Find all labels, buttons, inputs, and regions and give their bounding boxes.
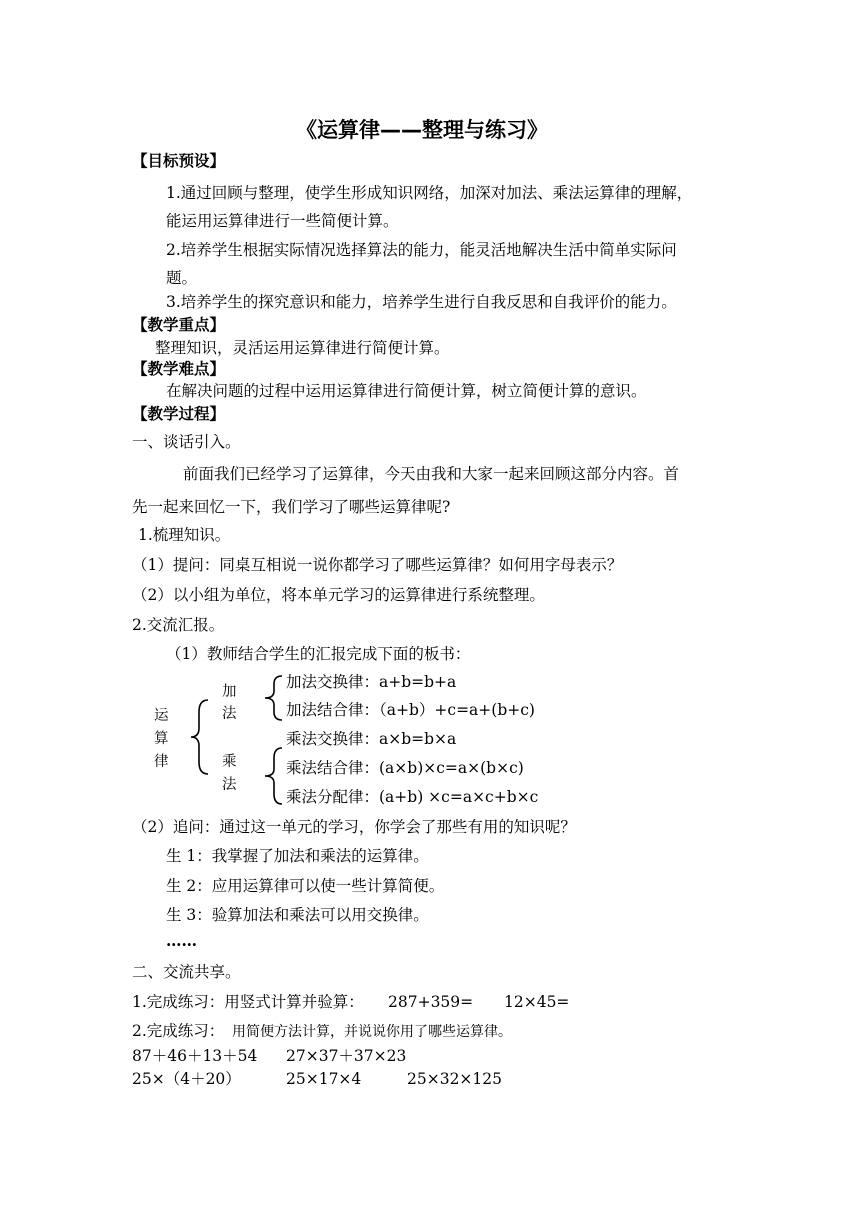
add-law: 加法交换律：a+b=b+a [286, 673, 457, 691]
goal-line-1: 1.通过回顾与整理，使学生形成知识网络，加深对加法、乘法运算律的理解， [166, 184, 693, 202]
mul-brace [262, 746, 284, 806]
exercise-1-label: 1.完成练习：用竖式计算并验算： [132, 993, 364, 1011]
calc-item: 25×（4＋20） [132, 1070, 241, 1088]
calc-item: 25×32×125 [407, 1070, 503, 1088]
goal-line-2: 能运用运算律进行一些简便计算。 [166, 212, 399, 230]
goal-line-3: 2.培养学生根据实际情况选择算法的能力，能灵活地解决生活中简单实际问 [166, 241, 677, 259]
root-char: 运 [154, 708, 169, 724]
student-answer: 生 2：应用运算律可以使一些计算简便。 [166, 877, 445, 895]
intro-line-2: 先一起来回忆一下，我们学习了哪些运算律呢? [132, 498, 451, 516]
question-2: （2）以小组为单位，将本单元学习的运算律进行系统整理。 [132, 586, 545, 604]
add-brace [262, 674, 284, 722]
student-answer: 生 3：验算加法和乘法可以用交换律。 [166, 906, 429, 924]
goal-line-5: 3.培养学生的探究意识和能力，培养学生进行自我反思和自我评价的能力。 [166, 293, 677, 311]
step-1: 1.梳理知识。 [138, 526, 231, 544]
difficulty-heading: 【教学难点】 [132, 360, 226, 378]
calc-item: 25×17×4 [286, 1070, 362, 1088]
root-char: 算 [154, 731, 169, 747]
followup-question: （2）追问：通过这一单元的学习，你学会了那些有用的知识呢？ [132, 818, 576, 836]
calc-item: 27×37＋37×23 [286, 1047, 407, 1065]
goal-line-4: 题。 [166, 269, 198, 287]
mul-law: 乘法结合律：(a×b)×c=a×(b×c) [286, 759, 524, 777]
difficulty-text: 在解决问题的过程中运用运算律进行简便计算，树立简便计算的意识。 [166, 382, 647, 400]
board-intro: （1）教师结合学生的汇报完成下面的板书： [166, 645, 471, 663]
question-1: （1）提问：同桌互相说一说你都学习了哪些运算律？如何用字母表示？ [132, 556, 623, 574]
mul-char: 法 [222, 777, 237, 793]
exercise-1-a: 287+359= [388, 993, 474, 1011]
key-text: 整理知识，灵活运用运算律进行简便计算。 [155, 339, 450, 357]
exercise-2-text: 用简便方法计算，并说说你用了哪些运算律。 [232, 1024, 512, 1040]
exercise-1-b: 12×45= [504, 993, 570, 1011]
intro-line-1: 前面我们已经学习了运算律，今天由我和大家一起来回顾这部分内容。首 [183, 465, 680, 483]
student-answer: 生 1：我掌握了加法和乘法的运算律。 [166, 847, 429, 865]
ellipsis: …… [166, 931, 197, 950]
root-brace [188, 698, 212, 776]
calc-item: 87＋46＋13＋54 [132, 1047, 258, 1065]
goals-heading: 【目标预设】 [132, 152, 226, 170]
exercise-2-label: 2.完成练习： [132, 1022, 225, 1040]
root-char: 律 [154, 754, 169, 770]
process-heading: 【教学过程】 [132, 405, 226, 423]
add-char: 法 [222, 706, 237, 722]
part1-heading: 一、谈话引入。 [132, 433, 241, 451]
add-law: 加法结合律：（a+b）+c=a+(b+c) [286, 701, 535, 719]
part2-heading: 二、交流共享。 [132, 963, 241, 981]
step-2: 2.交流汇报。 [132, 616, 225, 634]
page-title: 《运算律——整理与练习》 [296, 118, 548, 142]
mul-law: 乘法分配律：(a+b) ×c=a×c+b×c [286, 788, 539, 806]
key-heading: 【教学重点】 [132, 316, 226, 334]
mul-char: 乘 [222, 754, 237, 770]
mul-law: 乘法交换律：a×b=b×a [286, 730, 457, 748]
add-char: 加 [222, 684, 237, 700]
